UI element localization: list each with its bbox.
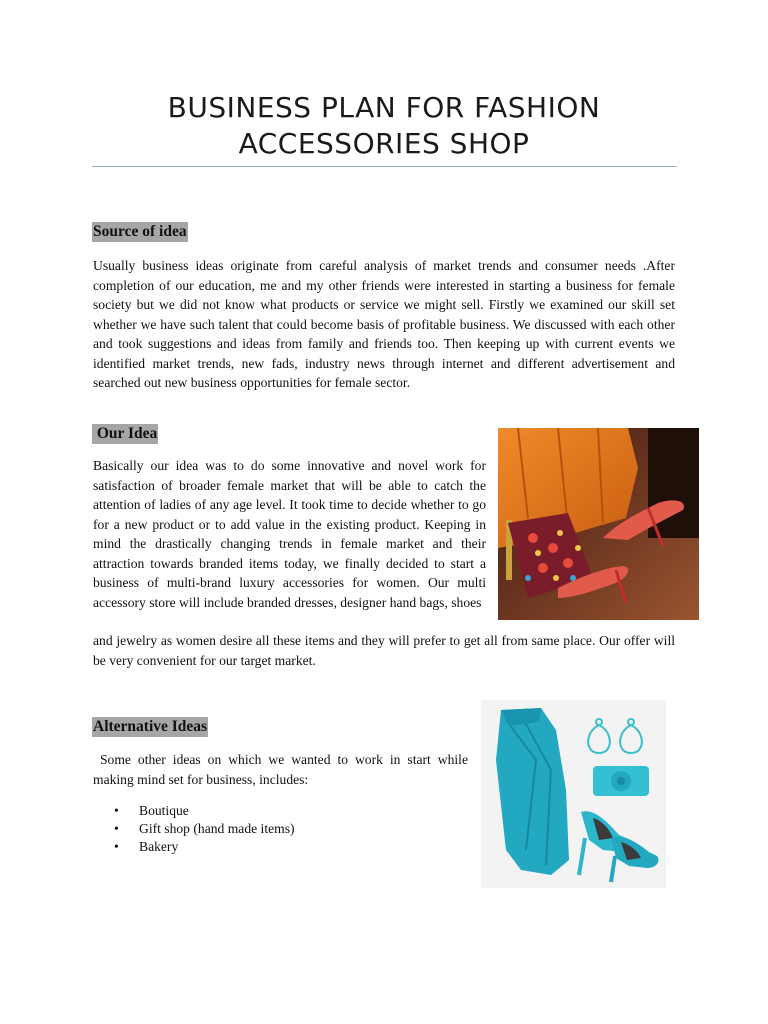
paragraph-source-of-idea: Usually business ideas originate from careful analysis of market trends and consumer needs .After completion of our education, me and my other friends were interested in starting a business for female society but we did not know what products or service we might sell. Firstly we examined our skill set whether we have such talent that could become basis of profitable business. We discussed with each other and took suggestions and ideas from family and friends too. Then keeping up with current events we identified market trends, new fads, industry news through internet and different advertisement and searched out new business opportunities for female sector.	[93, 258, 675, 390]
page-title-line-1: BUSINESS PLAN FOR FASHION	[167, 91, 601, 124]
title-divider	[92, 166, 677, 167]
photo-turquoise-accessories	[481, 700, 666, 888]
alternative-ideas-list	[114, 802, 295, 856]
paragraph-alternative-ideas: Some other ideas on which we wanted to work in start while making mind set for business, includes:	[93, 752, 472, 787]
paragraph-our-idea-part-1: Basically our idea was to do some innovative and novel work for satisfaction of broader female market that will be able to catch the attention of ladies of any age level. It took time to decide whether to go for a new product or to add value in the existing product. Keeping in mind the drastically changing trends in female market and their attraction towards branded items today, we finally decided to start a business of multi-brand luxury accessories for women. Our multi accessory store will include branded dresses, designer hand bags, shoes	[93, 458, 486, 610]
photo-turquoise-accessories-art	[481, 700, 666, 888]
photo-orange-outfit	[498, 428, 699, 620]
paragraph-our-idea-part-2: and jewelry as women desire all these items and they will prefer to get all from same place. Our offer will be very convenient for our target market.	[93, 633, 675, 668]
list-item: • Gift shop (hand made items)	[114, 820, 295, 838]
heading-alternative-ideas: Alternative Ideas	[93, 718, 208, 735]
list-item: • Bakery	[114, 838, 295, 856]
list-item: • Boutique	[114, 802, 295, 820]
page-title-line-2: ACCESSORIES SHOP	[238, 127, 530, 160]
heading-our-idea: Our Idea	[93, 425, 158, 442]
heading-source-of-idea: Source of idea	[93, 223, 187, 240]
page-title	[92, 90, 676, 162]
photo-orange-outfit-art	[498, 428, 699, 620]
